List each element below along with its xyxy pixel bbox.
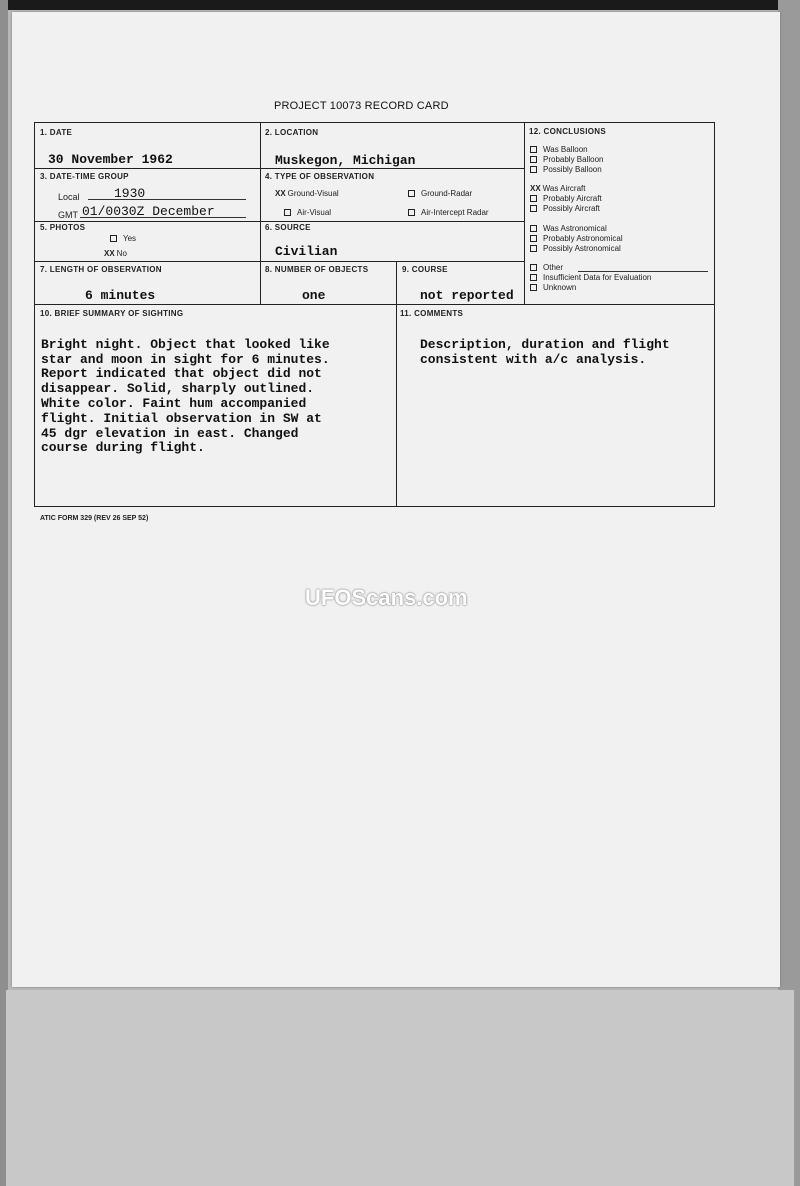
conclusion-probably-astronomical xyxy=(530,234,623,244)
conclusion-text: Possibly Balloon xyxy=(543,165,602,174)
comments-line: Description, duration and flight xyxy=(420,336,670,352)
type-obs-ground-radar xyxy=(408,189,472,198)
card-border-right xyxy=(714,122,715,507)
summary-line: Report indicated that object did not xyxy=(41,366,322,382)
summary-line: star and moon in sight for 6 minutes. xyxy=(41,351,330,367)
photos-label: 5. PHOTOS xyxy=(40,223,86,232)
conclusion-was-aircraft xyxy=(530,184,586,194)
conclusion-other xyxy=(530,263,563,273)
dtg-local-value: 1930 xyxy=(114,186,146,201)
type-obs-label: 4. TYPE OF OBSERVATION xyxy=(265,172,375,181)
scan-top-edge xyxy=(0,0,800,10)
type-obs-ground-visual xyxy=(275,189,339,198)
ground-radar-text: Ground-Radar xyxy=(421,189,473,198)
conclusion-possibly-balloon xyxy=(530,165,602,175)
course-value: not reported xyxy=(420,288,514,303)
conclusion-text: Probably Aircraft xyxy=(543,194,602,203)
type-obs-air-intercept xyxy=(408,208,489,217)
dtg-gmt-label: GMT xyxy=(58,210,78,220)
course-label: 9. COURSE xyxy=(402,265,448,274)
conclusion-unknown xyxy=(530,283,576,293)
conclusion-text: Possibly Aircraft xyxy=(543,204,600,213)
date-value: 30 November 1962 xyxy=(48,152,173,167)
air-intercept-checkbox xyxy=(408,209,415,216)
divider-row1 xyxy=(34,168,525,169)
checkbox xyxy=(530,225,537,232)
conclusion-possibly-aircraft xyxy=(530,204,600,214)
source-value: Civilian xyxy=(275,244,338,259)
comments-text xyxy=(420,323,670,382)
photos-yes-checkbox xyxy=(110,235,117,242)
length-value: 6 minutes xyxy=(85,288,156,303)
ground-visual-check: XX xyxy=(275,189,286,198)
checkbox xyxy=(530,235,537,242)
checkbox xyxy=(530,166,537,173)
conclusion-text: Other xyxy=(543,263,564,272)
ground-visual-text: Ground-Visual xyxy=(287,189,339,198)
photos-no-check: XX xyxy=(104,249,115,258)
conclusion-possibly-astronomical xyxy=(530,244,621,254)
divider-row4 xyxy=(34,304,715,305)
air-visual-checkbox xyxy=(284,209,291,216)
summary-line: Bright night. Object that looked like xyxy=(41,336,330,352)
card-border-bottom xyxy=(34,506,715,507)
form-number: ATIC FORM 329 (REV 26 SEP 52) xyxy=(40,515,149,522)
checkbox xyxy=(530,205,537,212)
summary-line: White color. Faint hum accompanied xyxy=(41,395,307,411)
date-label: 1. DATE xyxy=(40,128,73,137)
photos-no xyxy=(104,249,127,258)
checkbox xyxy=(530,156,537,163)
num-objects-value: one xyxy=(302,288,326,303)
summary-label: 10. BRIEF SUMMARY OF SIGHTING xyxy=(40,309,184,318)
photos-no-text: No xyxy=(116,249,127,258)
dtg-gmt-value: 01/0030Z December xyxy=(82,204,215,219)
conclusions-label: 12. CONCLUSIONS xyxy=(529,127,606,136)
conclusion-text: Was Aircraft xyxy=(542,184,586,193)
conclusion-text: Was Balloon xyxy=(543,145,588,154)
photos-yes xyxy=(110,234,136,243)
num-objects-label: 8. NUMBER OF OBJECTS xyxy=(265,265,369,274)
card-title: PROJECT 10073 RECORD CARD xyxy=(274,100,449,112)
card-border-left xyxy=(34,122,35,507)
conclusion-text: Probably Astronomical xyxy=(543,234,623,243)
conclusion-probably-aircraft xyxy=(530,194,602,204)
dtg-local-underline xyxy=(88,199,246,200)
checkbox xyxy=(530,146,537,153)
was-aircraft-check: XX xyxy=(530,184,541,193)
summary-line: 45 dgr elevation in east. Changed xyxy=(41,425,299,441)
checkbox xyxy=(530,264,537,271)
summary-line: flight. Initial observation in SW at xyxy=(41,410,322,426)
conclusion-probably-balloon xyxy=(530,155,603,165)
source-label: 6. SOURCE xyxy=(265,223,311,232)
summary-text xyxy=(41,323,330,471)
divider-col3 xyxy=(396,261,397,506)
summary-line: course during flight. xyxy=(41,440,205,456)
divider-row2 xyxy=(34,221,525,222)
conclusion-text: Unknown xyxy=(543,283,577,292)
checkbox xyxy=(530,284,537,291)
conclusion-text: Was Astronomical xyxy=(543,224,607,233)
type-obs-air-visual xyxy=(284,208,331,217)
air-visual-text: Air-Visual xyxy=(297,208,332,217)
divider-col1 xyxy=(260,122,261,304)
location-value: Muskegon, Michigan xyxy=(275,153,416,168)
checkbox xyxy=(530,245,537,252)
summary-line: disappear. Solid, sharply outlined. xyxy=(41,381,315,397)
comments-label: 11. COMMENTS xyxy=(400,309,464,318)
card-border-top xyxy=(34,122,715,123)
conclusion-text: Insufficient Data for Evaluation xyxy=(543,273,652,282)
photos-yes-text: Yes xyxy=(123,234,137,243)
conclusion-was-balloon xyxy=(530,145,588,155)
checkbox xyxy=(530,195,537,202)
air-intercept-text: Air-Intercept Radar xyxy=(421,208,489,217)
other-underline xyxy=(578,271,708,272)
comments-line: consistent with a/c analysis. xyxy=(420,351,647,367)
divider-col2 xyxy=(524,122,525,304)
ground-radar-checkbox xyxy=(408,190,415,197)
dtg-local-label: Local xyxy=(58,192,80,202)
checkbox xyxy=(530,274,537,281)
conclusion-text: Probably Balloon xyxy=(543,155,604,164)
conclusion-insufficient xyxy=(530,273,651,283)
conclusion-text: Possibly Astronomical xyxy=(543,244,621,253)
conclusion-was-astronomical xyxy=(530,224,607,234)
divider-row3 xyxy=(34,261,525,262)
dtg-label: 3. DATE-TIME GROUP xyxy=(40,172,129,181)
scan-lower-area xyxy=(6,990,794,1186)
location-label: 2. LOCATION xyxy=(265,128,319,137)
length-label: 7. LENGTH OF OBSERVATION xyxy=(40,265,162,274)
watermark: UFOScans.com xyxy=(305,585,468,610)
